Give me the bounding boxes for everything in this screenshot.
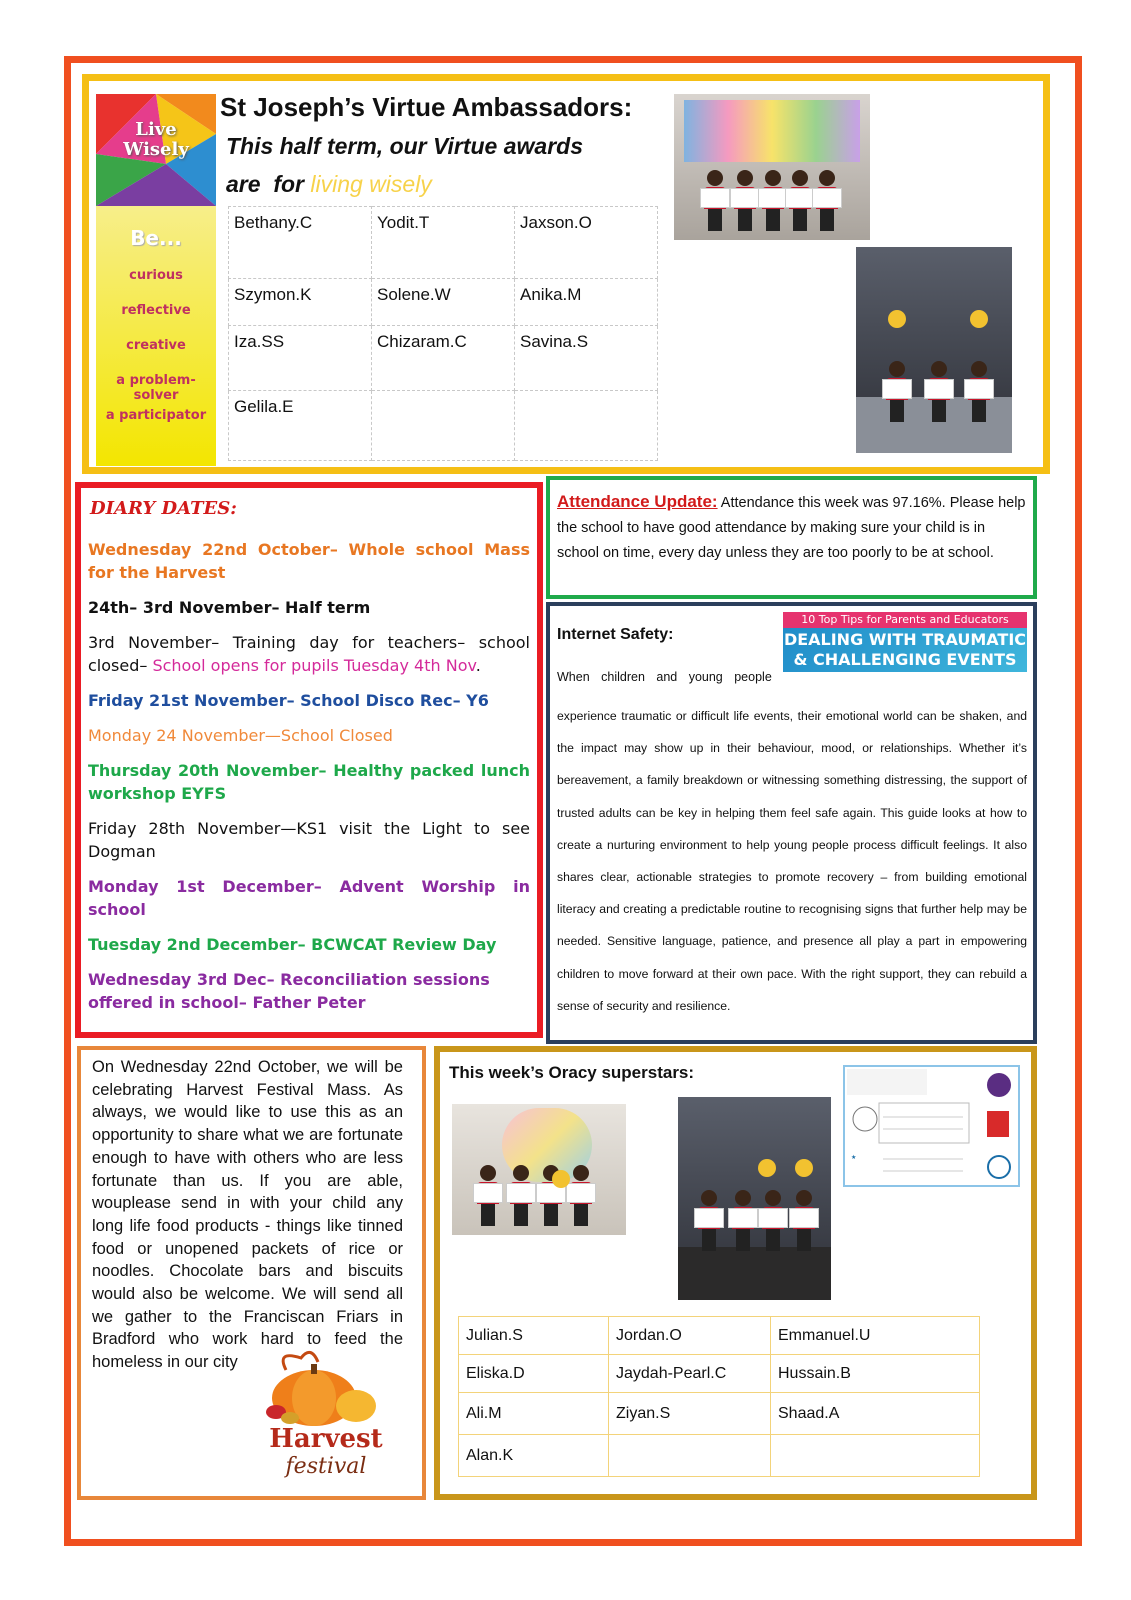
oracy-name-cell: Alan.K (459, 1435, 609, 1477)
banner-title: Live Wisely (123, 119, 189, 160)
harvest-festival-logo (256, 1340, 396, 1490)
face-cover-emoji (888, 310, 906, 328)
virtue-group-photo-2 (856, 247, 1012, 453)
diary-item-highlight: School opens for pupils Tuesday 4th Nov (152, 656, 476, 675)
attendance-text (557, 489, 1027, 566)
photo-pupil (816, 170, 838, 232)
photo-pupil (734, 170, 756, 232)
oracy-name-cell: Emmanuel.U (771, 1317, 980, 1355)
oracy-name-cell: Ziyan.S (609, 1393, 771, 1435)
face-cover-emoji (758, 1159, 776, 1177)
virtue-name-cell: Iza.SS (229, 326, 372, 391)
diary-item-text: 3rd November– Training day for teachers– school closed– (88, 633, 530, 675)
virtue-subtitle-line2 (226, 171, 432, 198)
oracy-group-photo-1 (452, 1104, 626, 1235)
virtue-names-table (228, 206, 658, 461)
photo-pupil (762, 170, 784, 232)
photo-pupil (704, 170, 726, 232)
banner-be-heading: Be... (130, 226, 182, 250)
oracy-name-cell: Eliska.D (459, 1355, 609, 1393)
oracy-name-cell (771, 1435, 980, 1477)
virtue-name-cell: Savina.S (515, 326, 658, 391)
photo-pupil (477, 1165, 499, 1227)
photo-pupil (510, 1165, 532, 1227)
diary-item: Wednesday 3rd Dec– Reconciliation sessions offered in school– Father Peter (88, 970, 490, 1012)
oracy-name-cell: Ali.M (459, 1393, 609, 1435)
banner-yellow-panel (96, 206, 216, 466)
oracy-certificate-image (843, 1065, 1020, 1187)
live-wisely-banner (96, 94, 216, 466)
virtue-name-cell: Gelila.E (229, 391, 372, 461)
photo-pupil (789, 170, 811, 232)
virtue-title: St Joseph’s Virtue Ambassadors: (220, 92, 633, 122)
photo-pupil (570, 1165, 592, 1227)
virtue-subtitle: This half term, our Virtue awards (226, 133, 584, 159)
virtue-name-cell: Chizaram.C (372, 326, 515, 391)
diary-item-end: . (475, 656, 481, 675)
oracy-name-cell: Julian.S (459, 1317, 609, 1355)
virtue-name-cell (372, 391, 515, 461)
harvest-text: On Wednesday 22nd October, we will be celebrating Harvest Festival Mass. As always, we would like to use this as an opportunity to share what we are fortunate enough to have with others who are less fortunate than us. If you are able, wouplease send in with your child any long life food products - things like tinned food or unopened packets of rice or noodles. Chocolate bars and biscuits would also be welcome. We will send all we gather to the Franciscan Friars in Bradford who work hard to feed the homeless in our city (92, 1058, 403, 1372)
photo-pupil (928, 361, 950, 423)
diary-list (88, 538, 530, 1026)
banner-word: creative (126, 338, 186, 353)
virtue-name-cell: Bethany.C (229, 207, 372, 279)
virtue-subtitle-prefix: are for (226, 171, 311, 197)
diary-item: 24th– 3rd November– Half term (88, 598, 371, 617)
virtue-highlight: living wisely (310, 171, 432, 197)
banner-word: reflective (121, 303, 191, 318)
diary-item: Monday 1st December– Advent Worship in school (88, 877, 530, 919)
harvest-logo-word: Harvest (269, 1424, 383, 1454)
photo-pupil (968, 361, 990, 423)
photo-pupil (698, 1190, 720, 1252)
oracy-name-cell: Hussain.B (771, 1355, 980, 1393)
photo-pupil (762, 1190, 784, 1252)
face-cover-emoji (795, 1159, 813, 1177)
oracy-name-cell: Shaad.A (771, 1393, 980, 1435)
banner-word: a participator (105, 408, 207, 423)
photo-wall-display (684, 100, 860, 162)
oracy-title: This week’s Oracy superstars: (449, 1063, 695, 1082)
attendance-heading: Attendance Update: (557, 492, 718, 511)
diary-item: Friday 28th November—KS1 visit the Light to see Dogman (88, 819, 530, 861)
virtue-name-cell (515, 391, 658, 461)
face-cover-emoji (970, 310, 988, 328)
internet-safety-title: Internet Safety: (557, 626, 674, 643)
oracy-names-table (458, 1316, 980, 1477)
virtue-name-cell: Yodit.T (372, 207, 515, 279)
safety-banner-top: 10 Top Tips for Parents and Educators (783, 612, 1027, 628)
certificate-graphic (845, 1067, 1018, 1185)
photo-pupil (886, 361, 908, 423)
photo-pupil (732, 1190, 754, 1252)
svg-text:★: ★ (851, 1154, 857, 1161)
oracy-name-cell (609, 1435, 771, 1477)
virtue-group-photo-1 (674, 94, 870, 240)
virtue-name-cell: Anika.M (515, 279, 658, 326)
pumpkin-icon (256, 1340, 396, 1430)
diary-item (88, 631, 530, 677)
virtue-name-cell: Jaxson.O (515, 207, 658, 279)
diary-title: DIARY DATES: (90, 498, 237, 519)
banner-word: curious (129, 268, 183, 283)
diary-item: Tuesday 2nd December– BCWCAT Review Day (88, 935, 497, 954)
face-cover-emoji (552, 1170, 570, 1188)
safety-body: experience traumatic or difficult life events, their emotional world can be shaken, and the impact may show up in their behaviour, mood, or relationships. Whether it’s bereavement, a family breakdown or witnessing something distressing, the support of trusted adults can be key in helping them feel safe again. This guide looks at how to create a nurturing environment to help young people process difficult feelings. It also shares clear, actionable strategies to promote recovery – from building emotional literacy and creating a predictable routine to recognising signs that further help may be needed. Sensitive language, patience, and presence all play a part in empowering children to move forward at their own pace. With the right support, they can rebuild a sense of security and resilience. (557, 709, 1027, 1013)
virtue-name-cell: Solene.W (372, 279, 515, 326)
safety-intro: When children and young people (557, 670, 772, 684)
safety-banner-main: DEALING WITH TRAUMATIC & CHALLENGING EVENTS (783, 630, 1027, 669)
banner-colorful-top (96, 94, 216, 206)
oracy-group-photo-2 (678, 1097, 831, 1300)
diary-item: Wednesday 22nd October– Whole school Mass for the Harvest (88, 540, 530, 582)
diary-item: Monday 24 November—School Closed (88, 726, 393, 745)
oracy-name-cell: Jordan.O (609, 1317, 771, 1355)
diary-item: Friday 21st November– School Disco Rec– Y6 (88, 691, 489, 710)
festival-logo-word: festival (285, 1454, 367, 1479)
virtue-name-cell: Szymon.K (229, 279, 372, 326)
oracy-name-cell: Jaydah-Pearl.C (609, 1355, 771, 1393)
banner-word: a problem-solver (116, 373, 196, 403)
diary-item: Thursday 20th November– Healthy packed lunch workshop EYFS (88, 761, 530, 803)
attendance-body: Attendance this week was 97.16%. Please help the school to have good attendance by making sure your child is in school on time, every day unless they are too poorly to be at school. (557, 495, 1026, 561)
safety-guide-banner (783, 612, 1027, 672)
photo-pupil (793, 1190, 815, 1252)
photo-floor (678, 1247, 831, 1300)
